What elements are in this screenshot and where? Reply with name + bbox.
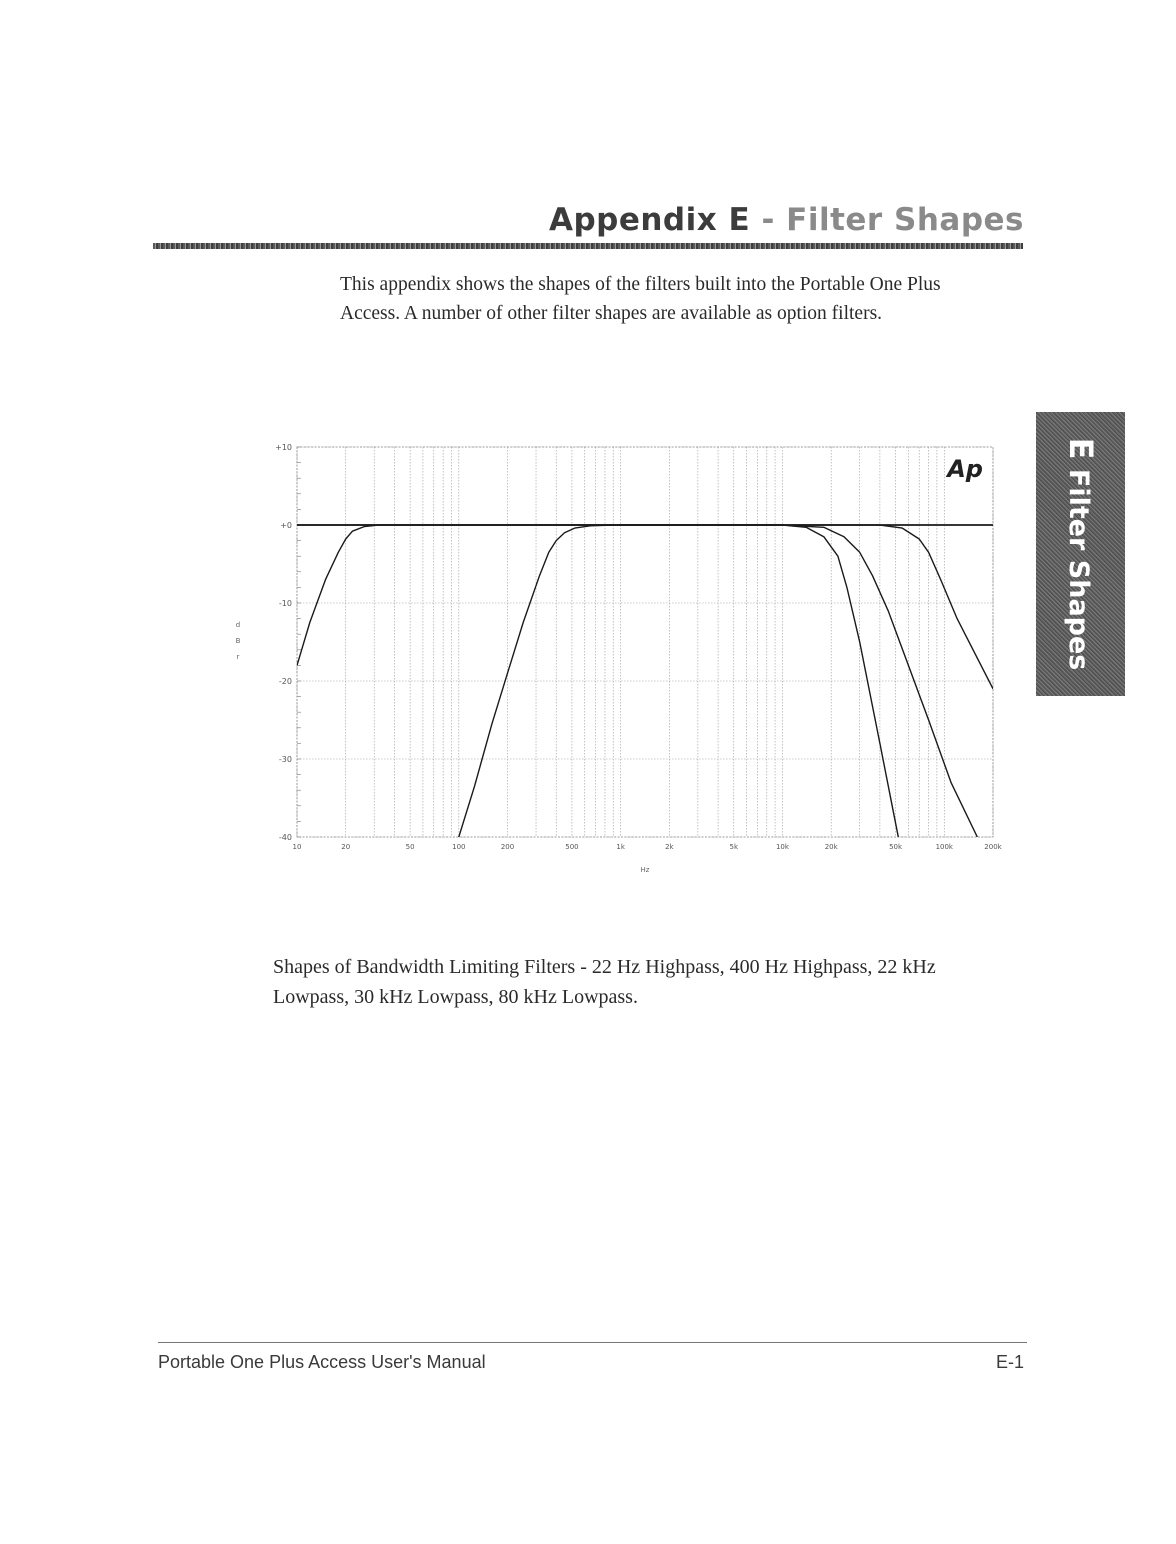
x-tick-label: 200 xyxy=(500,843,515,851)
y-tick-label: +10 xyxy=(275,443,292,452)
x-tick-label: 50 xyxy=(405,843,415,851)
x-tick-label: 50k xyxy=(889,843,903,851)
page-title xyxy=(549,202,1024,238)
y-tick-label: -20 xyxy=(278,677,292,686)
section-tab-text xyxy=(1062,438,1100,671)
y-tick-label: -30 xyxy=(278,755,292,764)
page-title-sub: Filter Shapes xyxy=(786,202,1024,238)
x-tick-label: 1k xyxy=(616,843,625,851)
x-tick-label: 20 xyxy=(341,843,351,851)
page-title-main: Appendix E xyxy=(548,202,751,238)
section-tab-label: Filter Shapes xyxy=(1062,468,1094,671)
section-tab xyxy=(1036,412,1125,696)
x-tick-label: 2k xyxy=(665,843,674,851)
x-tick-label: 100 xyxy=(452,843,466,851)
ap-logo: Ap xyxy=(947,455,983,483)
filter-shapes-chart xyxy=(230,435,1010,895)
y-tick-label: -40 xyxy=(278,833,292,842)
x-tick-label: 20k xyxy=(824,843,838,851)
section-tab-letter: E xyxy=(1061,437,1100,460)
x-tick-label: 10k xyxy=(775,843,789,851)
title-rule xyxy=(153,243,1023,249)
x-axis-label: Hz xyxy=(640,866,650,874)
x-tick-label: 200k xyxy=(984,843,1002,851)
page-title-separator: - xyxy=(750,202,787,238)
footer-rule xyxy=(158,1342,1027,1343)
figure-caption: Shapes of Bandwidth Limiting Filters - 22 Hz Highpass, 400 Hz Highpass, 22 kHz Lowpass, 30 kHz Lowpass, 80 kHz Lowpass. xyxy=(273,956,936,1008)
series-line-2 xyxy=(297,525,993,895)
x-tick-label: 100k xyxy=(935,843,953,851)
x-tick-label: 5k xyxy=(729,843,739,851)
series-line-5 xyxy=(297,525,993,689)
x-tick-label: 10 xyxy=(292,843,302,851)
y-tick-label: +0 xyxy=(280,521,292,530)
series-line-1 xyxy=(297,525,993,665)
plot-frame xyxy=(297,447,993,837)
y-tick-label: -10 xyxy=(278,599,292,608)
footer-page-number: E-1 xyxy=(996,1352,1025,1372)
x-tick-label: 500 xyxy=(565,843,579,851)
intro-paragraph: This appendix shows the shapes of the filters built into the Portable One Plus Access. A number of other filter shapes are available as option filters. xyxy=(340,274,941,324)
y-axis-label: d B r xyxy=(235,621,241,661)
footer-manual-title: Portable One Plus Access User's Manual xyxy=(158,1352,486,1372)
